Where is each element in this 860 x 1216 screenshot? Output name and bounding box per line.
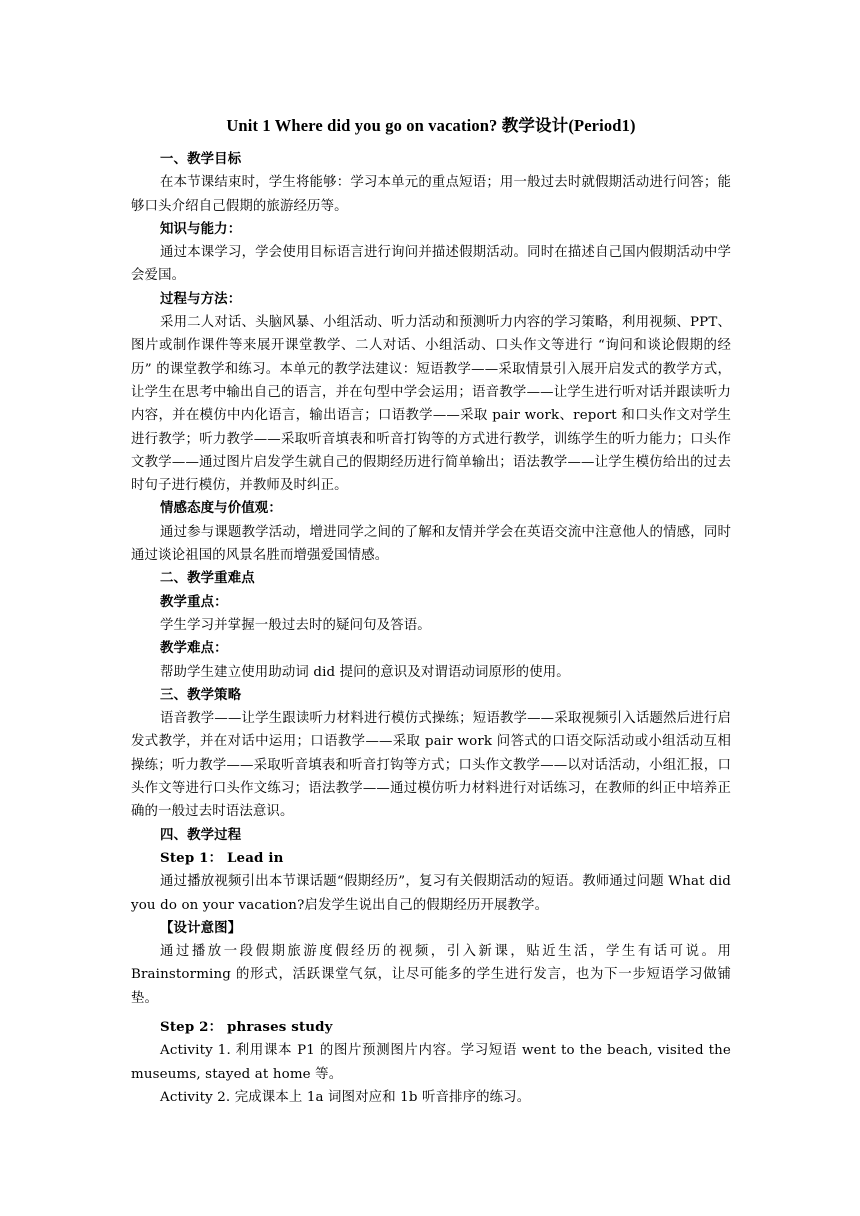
document-body: [131, 114, 731, 1109]
paragraph-design-intent: 通过播放一段假期旅游度假经历的视频，引入新课，贴近生活，学生有话可说。用 Brainstorming 的形式，活跃课堂气氛，让尽可能多的学生进行发言，也为下一步短语学习做铺垫。: [131, 944, 731, 1006]
paragraph-difficulty: 帮助学生建立使用助动词 did 提问的意识及对谓语动词原形的使用。: [160, 664, 570, 680]
paragraph-strategy: 语音教学——让学生跟读听力材料进行模仿式操练；短语教学——采取视频引入话题然后进行启发式教学，并在对话中运用；口语教学——采取 pair work 问答式的口语交际活动或小组活动互相操练；听力教学——采取听音填表和听音打钩等方式；口头作文教学——以对话活动，小组汇报，口头作文等进行口头作文练习；语法教学——通过模仿听力材料进行对话练习，在教师的纠正中培养正确的一般过去时语法意识。: [131, 711, 731, 820]
step2-heading: Step 2： phrases study: [160, 1018, 333, 1035]
paragraph-attitude: 通过参与课题教学活动，增进同学之间的了解和友情并学会在英语交流中注意他人的情感，同时通过谈论祖国的风景名胜而增强爱国情感。: [131, 524, 731, 564]
paragraph-knowledge: 通过本课学习，学会使用目标语言进行询问并描述假期活动。同时在描述自己国内假期活动中学会爱国。: [131, 245, 731, 284]
subheading-process: 过程与方法：: [160, 290, 242, 307]
document-title: Unit 1 Where did you go on vacation? 教学设计(Period1): [226, 116, 636, 135]
section-heading-key-points: 二、教学重难点: [160, 570, 255, 587]
paragraph-activity1: Activity 1. 利用课本 P1 的图片预测图片内容。学习短语 went to the beach, visited the museums, stayed at home 等。: [131, 1043, 731, 1082]
section-heading-procedure: 四、教学过程: [160, 826, 242, 843]
paragraph-activity2: Activity 2. 完成课本上 1a 词图对应和 1b 听音排序的练习。: [160, 1089, 531, 1105]
subheading-focus: 教学重点：: [160, 593, 228, 610]
subheading-attitude: 情感态度与价值观：: [160, 500, 282, 517]
section-heading-objectives: 一、教学目标: [160, 151, 242, 167]
paragraph-focus: 学生学习并掌握一般过去时的疑问句及答语。: [160, 617, 431, 633]
paragraph-objectives-intro: 在本节课结束时，学生将能够：学习本单元的重点短语；用一般过去时就假期活动进行问答；能够口头介绍自己假期的旅游经历等。: [131, 175, 731, 214]
paragraph-process: 采用二人对话、头脑风暴、小组活动、听力活动和预测听力内容的学习策略，利用视频、PPT、图片或制作课件等来展开课堂教学、二人对话、小组活动、口头作文等进行 “询问和谈论假期的经历” 的课堂教学和练习。本单元的教学法建议：短语教学——采取情景引入展开启发式的教学方式，让学生在思考中输出自己的语言，并在句型中学会运用；语音教学——让学生进行听对话并跟读听力内容，并在模仿中内化语言，输出语言；口语教学——采取 pair work、report 和口头作文对学生进行教学；听力教学——采取听音填表和听音打钩等的方式进行教学，训练学生的听力能力；口头作文教学——通过图片启发学生就自己的假期经历进行简单输出；语法教学——让学生模仿给出的过去时句子进行模仿，并教师及时纠正。: [131, 315, 731, 494]
paragraph-step1: 通过播放视频引出本节课话题“假期经历”，复习有关假期活动的短语。教师通过问题 What did you do on your vacation?启发学生说出自己的假期经历开展教学。: [131, 874, 731, 913]
subheading-knowledge: 知识与能力：: [160, 220, 242, 237]
section-heading-strategy: 三、教学策略: [160, 686, 242, 703]
subheading-difficulty: 教学难点：: [160, 640, 228, 657]
design-intent-heading: 【设计意图】: [160, 919, 242, 936]
step1-heading: Step 1： Lead in: [160, 849, 284, 866]
